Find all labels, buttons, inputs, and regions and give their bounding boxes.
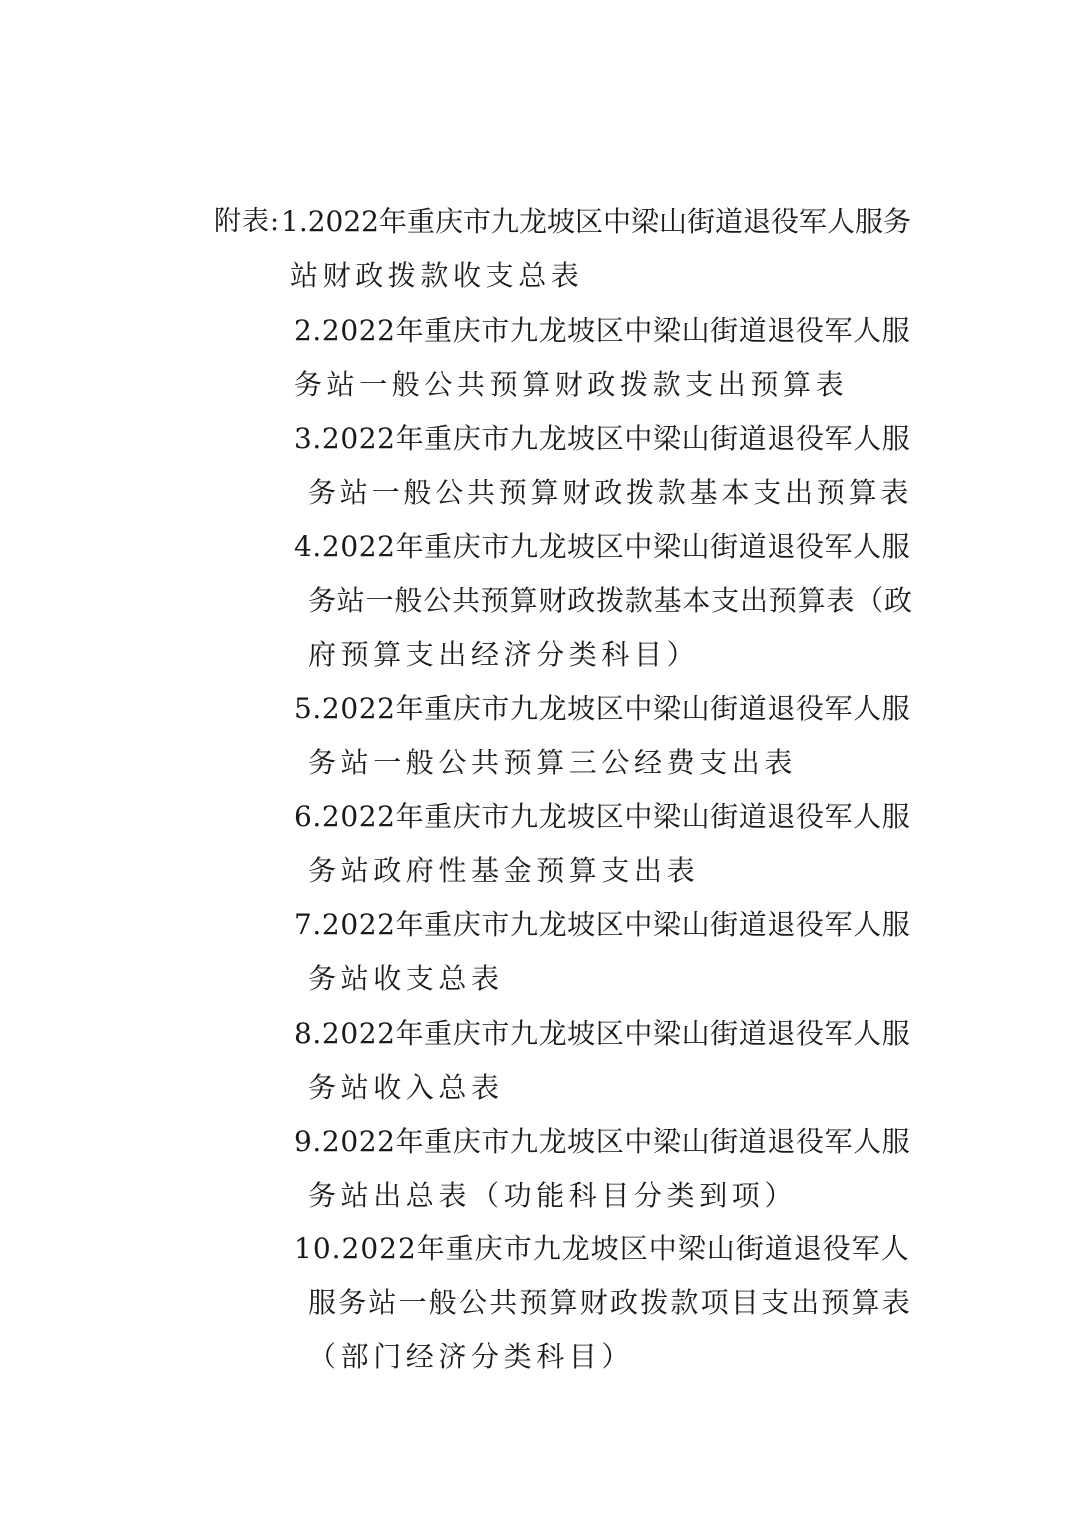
entry-3-line-2: 务站一般公共预算财政拨款基本支出预算表 <box>308 476 913 509</box>
entry-1-line-1: 1.2022年重庆市九龙坡区中梁山街道退役军人服务 <box>281 205 911 238</box>
entry-2-line-2: 务站一般公共预算财政拨款支出预算表 <box>294 368 849 401</box>
entry-7-line-2: 务站收支总表 <box>308 962 504 995</box>
entry-9-line-2: 务站出总表（功能科目分类到项） <box>308 1179 798 1212</box>
entry-4-line-1: 4.2022年重庆市九龙坡区中梁山街道退役军人服 <box>294 530 911 563</box>
entry-10-line-2: 服务站一般公共预算财政拨款项目支出预算表 <box>308 1286 913 1319</box>
appendix-label: 附表: <box>214 206 281 237</box>
entry-5-line-1: 5.2022年重庆市九龙坡区中梁山街道退役军人服 <box>294 692 911 725</box>
entry-8-line-1: 8.2022年重庆市九龙坡区中梁山街道退役军人服 <box>294 1017 911 1050</box>
entry-8-line-2: 务站收入总表 <box>308 1071 504 1104</box>
entry-5-line-2: 务站一般公共预算三公经费支出表 <box>308 746 798 779</box>
entry-4-line-2: 务站一般公共预算财政拨款基本支出预算表（政 <box>308 584 913 617</box>
entry-4-line-3: 府预算支出经济分类科目） <box>308 638 700 671</box>
entry-3-line-1: 3.2022年重庆市九龙坡区中梁山街道退役军人服 <box>294 422 911 455</box>
entry-9-line-1: 9.2022年重庆市九龙坡区中梁山街道退役军人服 <box>294 1125 911 1158</box>
entry-7-line-1: 7.2022年重庆市九龙坡区中梁山街道退役军人服 <box>294 908 911 941</box>
entry-10-line-1: 10.2022年重庆市九龙坡区中梁山街道退役军人 <box>294 1232 910 1265</box>
entry-6-line-1: 6.2022年重庆市九龙坡区中梁山街道退役军人服 <box>294 800 911 833</box>
entry-2-line-1: 2.2022年重庆市九龙坡区中梁山街道退役军人服 <box>294 314 911 347</box>
entry-1-line-2: 站财政拨款收支总表 <box>290 259 584 292</box>
entry-10-line-3: （部门经济分类科目） <box>308 1340 635 1373</box>
entry-6-line-2: 务站政府性基金预算支出表 <box>308 854 700 887</box>
